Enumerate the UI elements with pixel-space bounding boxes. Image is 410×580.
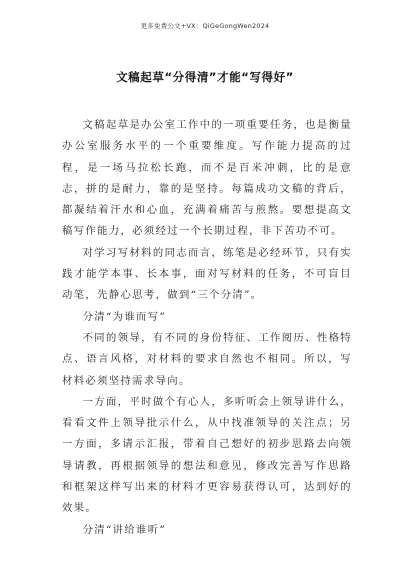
paragraph: 一方面，平时做个有心人，多听听会上领导讲什么，看看文件上领导批示什么，从中找准领导的关注点；另一方面，多请示汇报，带着自己想好的初步思路去向领导请教，再根据领导的想法和意见，修改完善写作思路和框架这样写出来的材料才更容易获得认可，达到好的效果。 [62, 395, 352, 515]
paragraph: 文稿起草是办公室工作中的一项重要任务，也是衡量办公室服务水平的一个重要维度。写作能力提高的过程，是一场马拉松长跑，而不是百米冲刺，比的是意志，拼的是耐力，靠的是坚持。每篇成功文稿的背后，都凝结着汗水和心血，充满着痛苦与煎熬。要想提高文稿写作能力，必须经过一个长期过程，非下苦功不可。 [62, 119, 352, 238]
paragraph: 不同的领导，有不同的身份特征、工作阅历、性格特点、语言风格，对材料的要求自然也不相同。所以，写材料必须坚持需求导向。 [62, 331, 352, 387]
header-note: 更多免费公文+VX：QiGeGongWen2024 [140, 22, 270, 30]
document-title: 文稿起草“分得清”才能“写得好” [116, 70, 294, 84]
document-body [62, 115, 352, 541]
section-heading: 分清“为谁而写” [82, 310, 167, 323]
section-heading: 分清“讲给谁听” [82, 523, 167, 536]
paragraph: 对学习写材料的同志而言，练笔是必经环节，只有实践才能学本事、长本事，面对写材料的任务，不可盲目动笔，先静心思考，做到“三个分清”。 [62, 246, 352, 302]
